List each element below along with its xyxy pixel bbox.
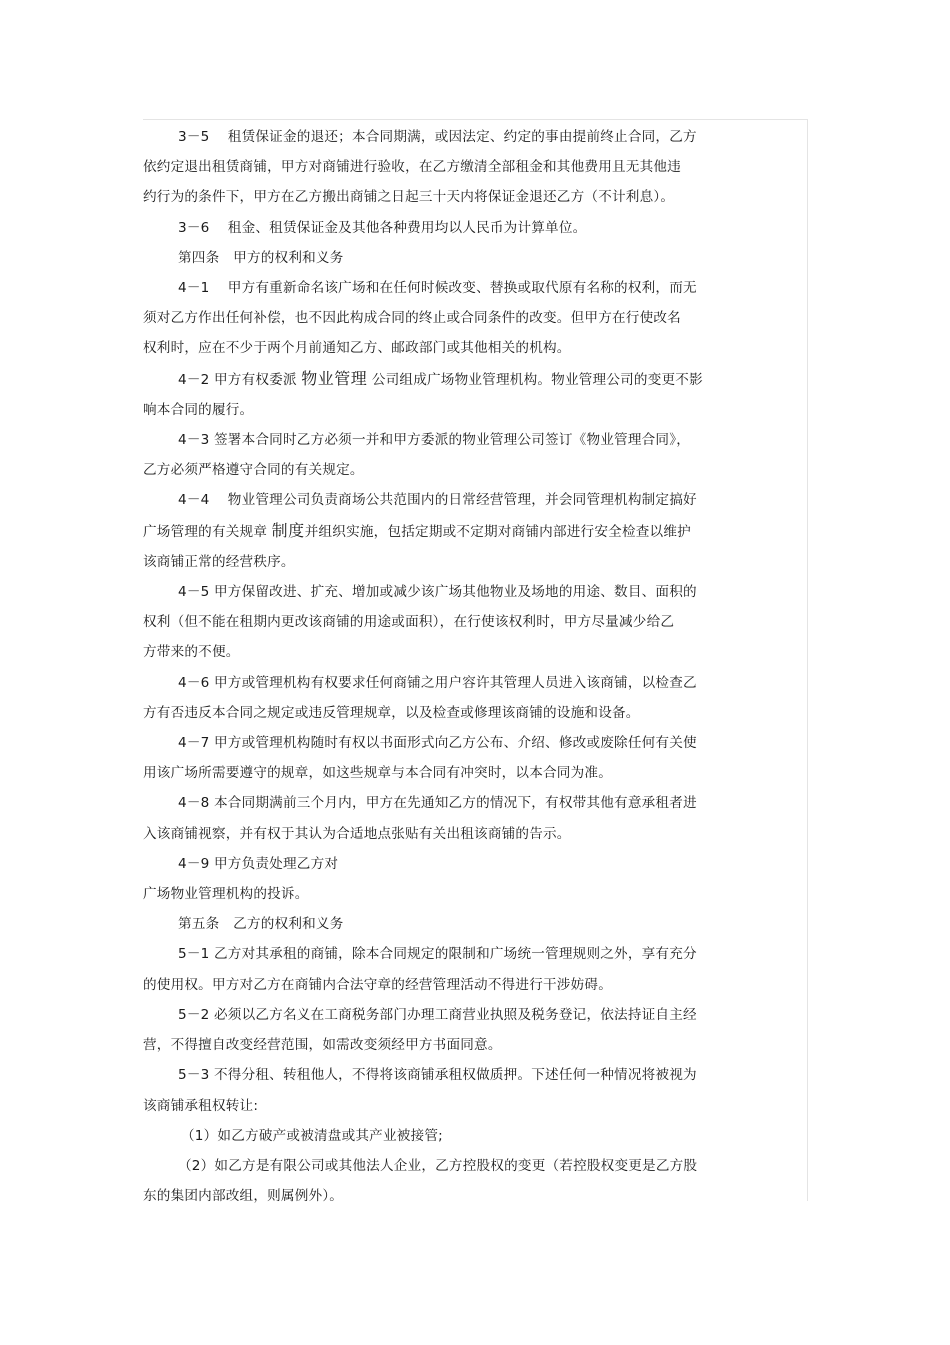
text-span-large: 制度 [271, 520, 305, 540]
text-line: 约行为的条件下，甲方在乙方搬出商铺之日起三十天内将保证金退还乙方（不计利息）。 [143, 189, 675, 206]
text-span-large: 物业管理 [301, 368, 368, 388]
text-line: 5－2 必须以乙方名义在工商税务部门办理工商营业执照及税务登记，依法持证自主经 [178, 1006, 697, 1023]
text-line: 权利时，应在不少于两个月前通知乙方、邮政部门或其他相关的机构。 [143, 340, 571, 357]
clause-5-2 [143, 1000, 763, 1060]
text-line: 4－3 签署本合同时乙方必须一并和甲方委派的物业管理公司签订《物业管理合同》， [178, 432, 690, 449]
clause-4-1 [143, 273, 763, 364]
text-line: 依约定退出租赁商铺，甲方对商铺进行验收，在乙方缴清全部租金和其他费用且无其他违 [143, 159, 681, 176]
text-line: 4－4 物业管理公司负责商场公共范围内的日常经营管理，并会同管理机构制定搞好 [178, 492, 697, 509]
text-line: 方带来的不便。 [143, 644, 240, 661]
article-5-heading [143, 909, 763, 939]
clause-4-2 [143, 364, 763, 425]
text-line: 该商铺正常的经营秩序。 [143, 553, 295, 570]
item-1 [143, 1121, 763, 1151]
text-line: 4－8 本合同期满前三个月内，甲方在先通知乙方的情况下，有权带其他有意承租者进 [178, 795, 697, 812]
text-line: 营，不得擅自改变经营范围，如需改变须经甲方书面同意。 [143, 1037, 502, 1054]
text-line: 该商铺承租权转让: [143, 1097, 259, 1114]
text-line: 4－5 甲方保留改进、扩充、增加或减少该广场其他物业及场地的用途、数目、面积的 [178, 584, 697, 601]
text-line [143, 364, 763, 395]
clause-5-3 [143, 1060, 763, 1120]
text-line: 3－5 租赁保证金的退还；本合同期满，或因法定、约定的事由提前终止合同，乙方 [178, 129, 697, 145]
clause-4-7 [143, 728, 763, 788]
clause-4-3 [143, 425, 763, 485]
text-span: 公司组成广场物业管理机构。物业管理公司的变更不影 [367, 371, 703, 388]
text-line: 权利（但不能在租期内更改该商铺的用途或面积），在行使该权利时，甲方尽量减少给乙 [143, 614, 675, 631]
text-line: 东的集团内部改组，则属例外）。 [143, 1188, 344, 1205]
text-line: 广场物业管理机构的投诉。 [143, 886, 309, 903]
section-heading: 第四条 甲方的权利和义务 [178, 249, 344, 266]
text-line: 乙方必须严格遵守合同的有关规定。 [143, 462, 364, 479]
clause-4-9 [143, 849, 763, 909]
clause-3-5-cont [143, 152, 763, 212]
clause-3-5 [143, 122, 763, 152]
item-2 [143, 1151, 763, 1211]
clause-3-6 [143, 213, 763, 243]
text-span: 4－2 甲方有权委派 [178, 371, 302, 388]
text-line: 响本合同的履行。 [143, 401, 254, 418]
text-line [143, 516, 763, 547]
text-line: 入该商铺视察，并有权于其认为合适地点张贴有关出租该商铺的告示。 [143, 825, 571, 842]
text-line: 4－6 甲方或管理机构有权要求任何商铺之用户容许其管理人员进入该商铺，以检查乙 [178, 674, 697, 691]
section-heading: 第五条 乙方的权利和义务 [178, 916, 344, 933]
text-line: （2）如乙方是有限公司或其他法人企业，乙方控股权的变更（若控股权变更是乙方股 [178, 1157, 698, 1174]
text-line: 须对乙方作出任何补偿，也不因此构成合同的终止或合同条件的改变。但甲方在行使改名 [143, 310, 681, 327]
text-line: 的使用权。甲方对乙方在商铺内合法守章的经营管理活动不得进行干涉妨碍。 [143, 976, 612, 993]
clause-4-6 [143, 668, 763, 728]
text-line: 4－9 甲方负责处理乙方对 [178, 855, 339, 872]
clause-4-4 [143, 485, 763, 577]
clause-4-8 [143, 788, 763, 848]
text-line: 4－7 甲方或管理机构随时有权以书面形式向乙方公布、介绍、修改或废除任何有关使 [178, 735, 697, 752]
article-4-heading [143, 243, 763, 273]
text-line: 3－6 租金、租赁保证金及其他各种费用均以人民币为计算单位。 [178, 219, 587, 236]
text-line: 5－3 不得分租、转租他人，不得将该商铺承租权做质押。下述任何一种情况将被视为 [178, 1067, 697, 1084]
contract-document [143, 122, 763, 1211]
text-line: （1）如乙方破产或被清盘或其产业被接管; [181, 1127, 443, 1144]
text-span: 广场管理的有关规章 [143, 523, 272, 540]
clause-4-5 [143, 577, 763, 668]
text-span: 并组织实施，包括定期或不定期对商铺内部进行安全检查以维护 [304, 523, 691, 540]
text-line: 5－1 乙方对其承租的商铺，除本合同规定的限制和广场统一管理规则之外，享有充分 [178, 946, 697, 963]
text-line: 4－1 甲方有重新命名该广场和在任何时候改变、替换或取代原有名称的权利，而无 [178, 280, 697, 297]
text-line: 方有否违反本合同之规定或违反管理规章，以及检查或修理该商铺的设施和设备。 [143, 704, 640, 721]
text-line: 用该广场所需要遵守的规章，如这些规章与本合同有冲突时，以本合同为准。 [143, 765, 612, 782]
clause-5-1 [143, 939, 763, 999]
